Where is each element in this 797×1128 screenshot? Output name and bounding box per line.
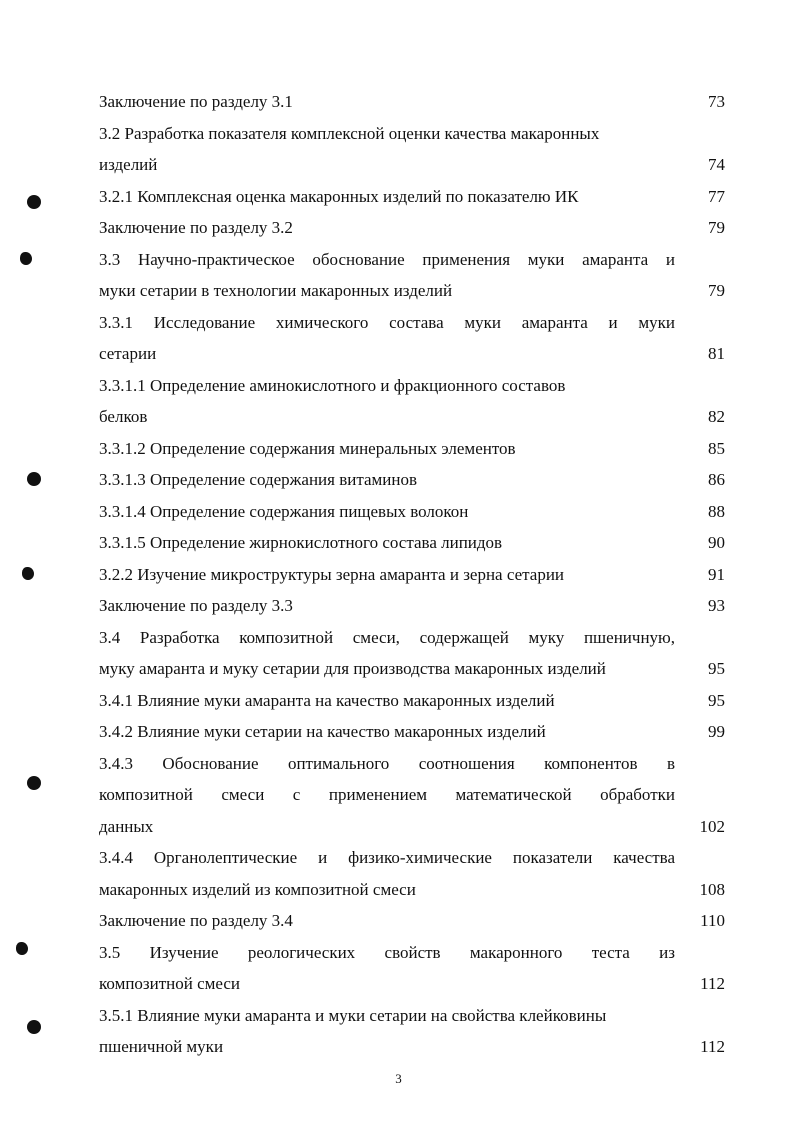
toc-entry-text: 3.3.1.5 Определение жирнокислотного состава липидов [99,533,503,552]
toc-line [99,249,725,271]
toc-entry-text: 3.3.1.3 Определение содержания витаминов [99,470,418,489]
toc-entry-page: 77 [708,187,725,206]
toc-line [99,879,725,901]
toc-entry-text: 3.4 Разработка композитной смеси, содержащей муку пшеничную, [99,628,675,647]
binder-hole [27,472,41,486]
toc-line [99,154,725,176]
binder-hole [27,195,41,209]
toc-line [99,721,725,743]
toc-entry-text: 3.5 Изучение реологических свойств макаронного теста из [99,943,675,962]
toc-line [99,186,725,208]
toc-line [99,532,725,554]
toc-entry-page: 95 [708,691,725,710]
toc-entry-text: изделий [99,155,158,174]
toc-entry-text: Заключение по разделу 3.4 [99,911,293,930]
toc-entry-text: белков [99,407,148,426]
toc-line [99,564,725,586]
toc-entry-page: 99 [708,722,725,741]
toc-line [99,501,725,523]
toc-entry-page: 110 [700,911,725,930]
toc-entry-text: 3.3 Научно-практическое обоснование применения муки амаранта и [99,250,675,269]
toc-entry-text: муку амаранта и муку сетарии для производства макаронных изделий [99,659,606,678]
toc-line [99,627,725,649]
toc-line [99,753,725,775]
toc-entry-page: 93 [708,596,725,615]
toc-entry-text: макаронных изделий из композитной смеси [99,880,416,899]
toc-line [99,123,725,145]
toc-entry-text: 3.4.4 Органолептические и физико-химические показатели качества [99,848,675,867]
toc-line [99,406,725,428]
toc-line [99,217,725,239]
toc-entry-page: 82 [708,407,725,426]
toc-entry-text: 3.2.2 Изучение микроструктуры зерна амаранта и зерна сетарии [99,565,565,584]
toc-entry-text: 3.3.1.4 Определение содержания пищевых волокон [99,502,469,521]
page-number: 3 [395,1071,402,1086]
toc-line [99,91,725,113]
toc-entry-text: 3.2.1 Комплексная оценка макаронных изделий по показателю ИК [99,187,579,206]
toc-entry-page: 90 [708,533,725,552]
toc-line [99,343,725,365]
toc-line [99,438,725,460]
binder-hole [16,942,28,955]
binder-hole [27,1020,41,1034]
toc-line [99,1005,725,1027]
toc-line [99,280,725,302]
toc-entry-text: 3.3.1.1 Определение аминокислотного и фракционного составов [99,376,566,395]
toc-entry-page: 108 [699,880,725,899]
toc-line [99,942,725,964]
toc-entry-text: 3.4.3 Обоснование оптимального соотношения компонентов в [99,754,675,773]
toc-entry-page: 95 [708,659,725,678]
toc-entry-text: 3.2 Разработка показателя комплексной оценки качества макаронных [99,124,600,143]
binder-hole [27,776,41,790]
toc-line [99,784,725,806]
binder-hole [20,252,32,265]
toc-line [99,658,725,680]
toc-line [99,910,725,932]
toc-entry-page: 74 [708,155,725,174]
toc-entry-page: 88 [708,502,725,521]
toc-entry-page: 85 [708,439,725,458]
toc-line [99,847,725,869]
toc-entry-text: 3.5.1 Влияние муки амаранта и муки сетарии на свойства клейковины [99,1006,607,1025]
toc-entry-text: Заключение по разделу 3.3 [99,596,293,615]
toc-entry-page: 73 [708,92,725,111]
toc-entry-text: 3.4.2 Влияние муки сетарии на качество макаронных изделий [99,722,546,741]
toc-entry-page: 81 [708,344,725,363]
toc-entry-text: композитной смеси [99,974,241,993]
toc-entry-text: 3.4.1 Влияние муки амаранта на качество макаронных изделий [99,691,555,710]
toc-entry-text: сетарии [99,344,157,363]
toc-entry-text: композитной смеси с применением математической обработки [99,785,675,804]
toc-entry-text: Заключение по разделу 3.1 [99,92,293,111]
toc-entry-page: 102 [699,817,725,836]
toc-entry-text: данных [99,817,154,836]
toc-entry-page: 91 [708,565,725,584]
toc-entry-page: 112 [700,974,725,993]
toc-line [99,469,725,491]
toc-entry-text: 3.3.1 Исследование химического состава муки амаранта и муки [99,313,675,332]
toc-line [99,312,725,334]
toc-entry-page: 86 [708,470,725,489]
toc-line [99,595,725,617]
toc-entry-text: Заключение по разделу 3.2 [99,218,293,237]
toc-line [99,690,725,712]
toc-entry-page: 79 [708,281,725,300]
binder-hole [22,567,34,580]
toc-entry-page: 112 [700,1037,725,1056]
toc-line [99,375,725,397]
toc-entry-text: муки сетарии в технологии макаронных изделий [99,281,453,300]
toc-entry-text: пшеничной муки [99,1037,224,1056]
toc-line [99,816,725,838]
toc-line [99,973,725,995]
toc-entry-text: 3.3.1.2 Определение содержания минеральных элементов [99,439,516,458]
toc-line [99,1036,725,1058]
toc-entry-page: 79 [708,218,725,237]
